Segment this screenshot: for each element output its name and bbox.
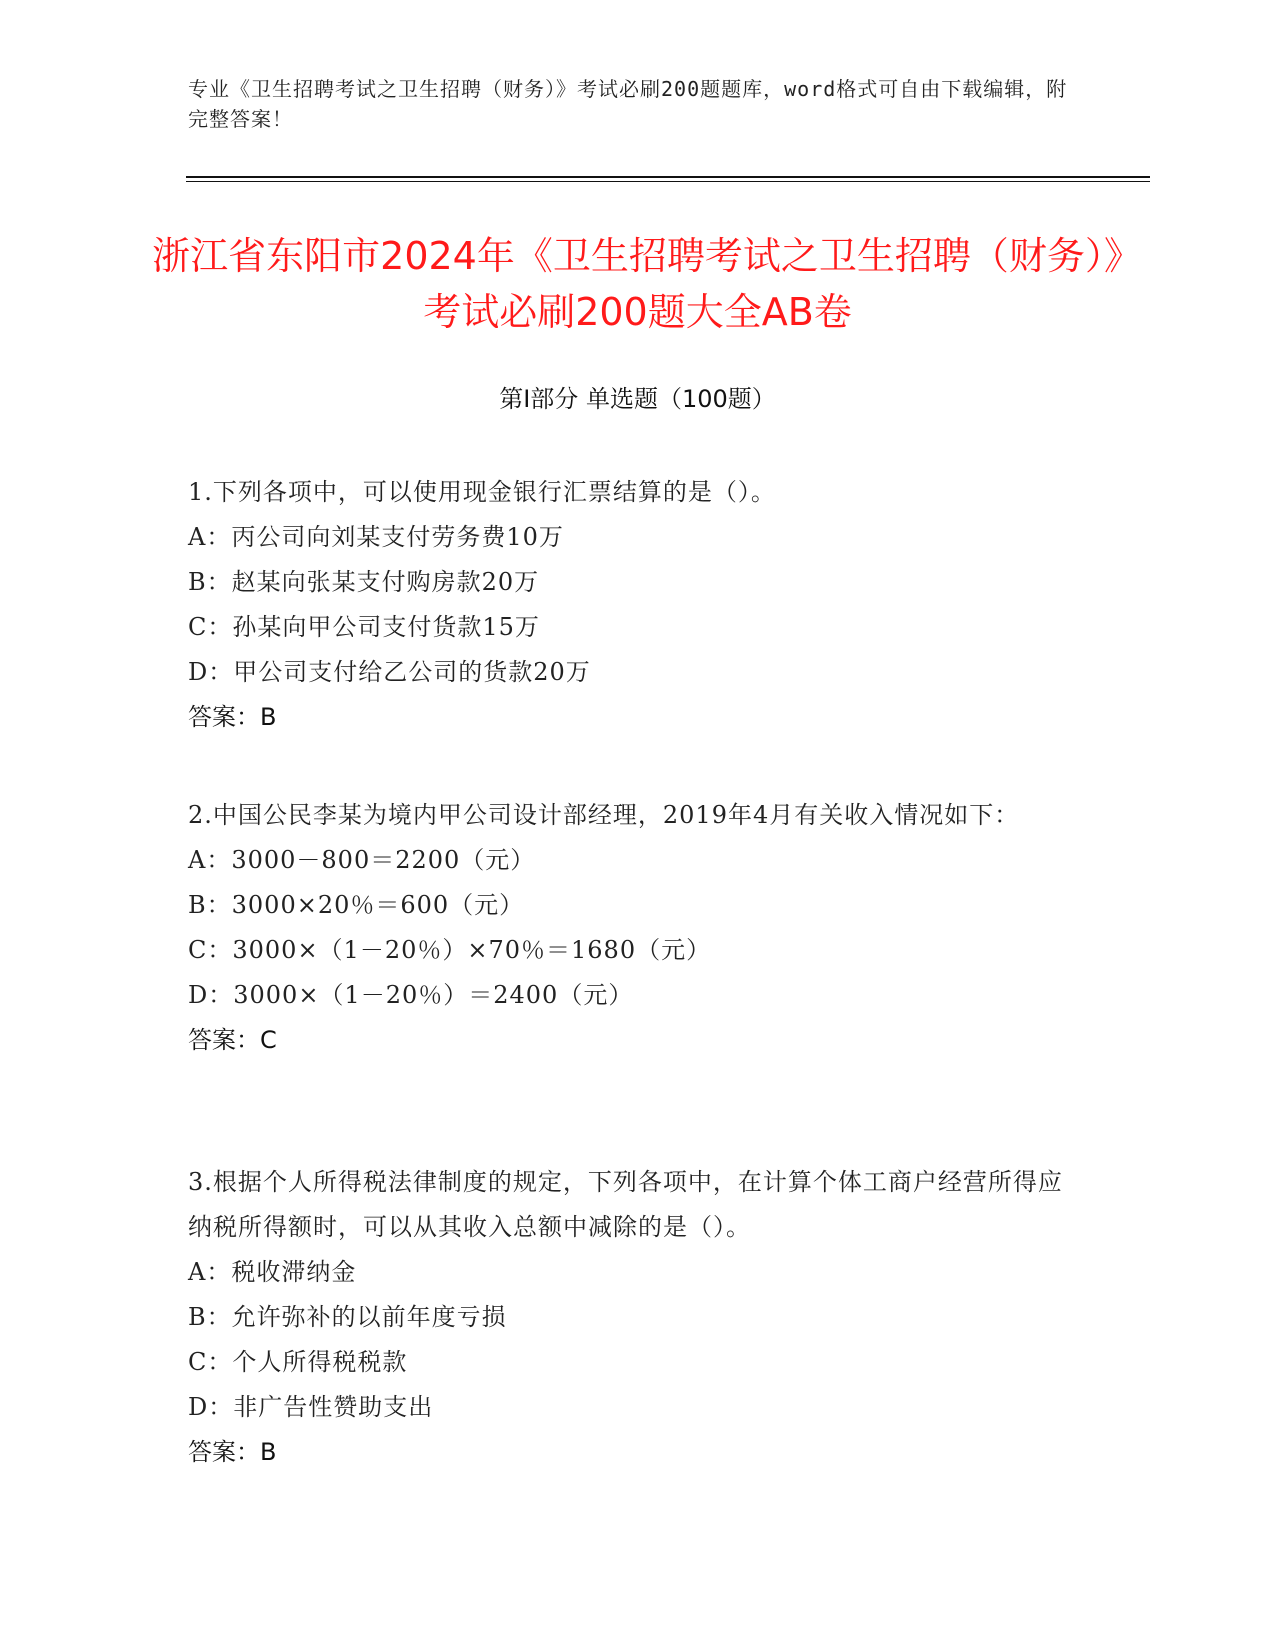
option-b: B：赵某向张某支付购房款20万 xyxy=(188,568,540,596)
header-note: 专业《卫生招聘考试之卫生招聘（财务）》考试必刷200题题库，word格式可自由下载编辑，附完整答案！ xyxy=(188,77,1068,131)
option-d: D：甲公司支付给乙公司的货款20万 xyxy=(188,658,591,686)
question-stem: 1.下列各项中，可以使用现金银行汇票结算的是（）。 xyxy=(188,478,776,506)
option-a: A：税收滞纳金 xyxy=(188,1258,357,1286)
option-c: C：个人所得税税款 xyxy=(188,1348,408,1376)
question-1 xyxy=(188,470,1068,740)
answer: 答案：C xyxy=(188,1026,277,1054)
answer: 答案：B xyxy=(188,1438,277,1466)
header-divider-thick xyxy=(186,176,1150,178)
option-b: B：允许弥补的以前年度亏损 xyxy=(188,1303,507,1331)
question-2 xyxy=(188,793,1068,1063)
option-b: B：3000×20％＝600（元） xyxy=(188,891,525,919)
option-c: C：孙某向甲公司支付货款15万 xyxy=(188,613,540,641)
document-title: 浙江省东阳市2024年《卫生招聘考试之卫生招聘（财务）》考试必刷200题大全AB卷 xyxy=(152,234,1123,334)
header-divider-thin xyxy=(186,181,1150,182)
answer: 答案：B xyxy=(188,703,277,731)
question-3 xyxy=(188,1160,1068,1475)
option-a: A：3000－800＝2200（元） xyxy=(188,846,536,874)
option-d: D：非广告性赞助支出 xyxy=(188,1393,434,1421)
section-heading: 第I部分 单选题（100题） xyxy=(499,385,776,413)
option-c: C：3000×（1－20％）×70％＝1680（元） xyxy=(188,936,712,964)
question-stem: 3.根据个人所得税法律制度的规定，下列各项中，在计算个体工商户经营所得应纳税所得额时，可以从其收入总额中减除的是（）。 xyxy=(188,1168,1063,1241)
option-d: D：3000×（1－20％）＝2400（元） xyxy=(188,981,634,1009)
question-stem: 2.中国公民李某为境内甲公司设计部经理，2019年4月有关收入情况如下： xyxy=(188,801,1020,829)
option-a: A：丙公司向刘某支付劳务费10万 xyxy=(188,523,564,551)
